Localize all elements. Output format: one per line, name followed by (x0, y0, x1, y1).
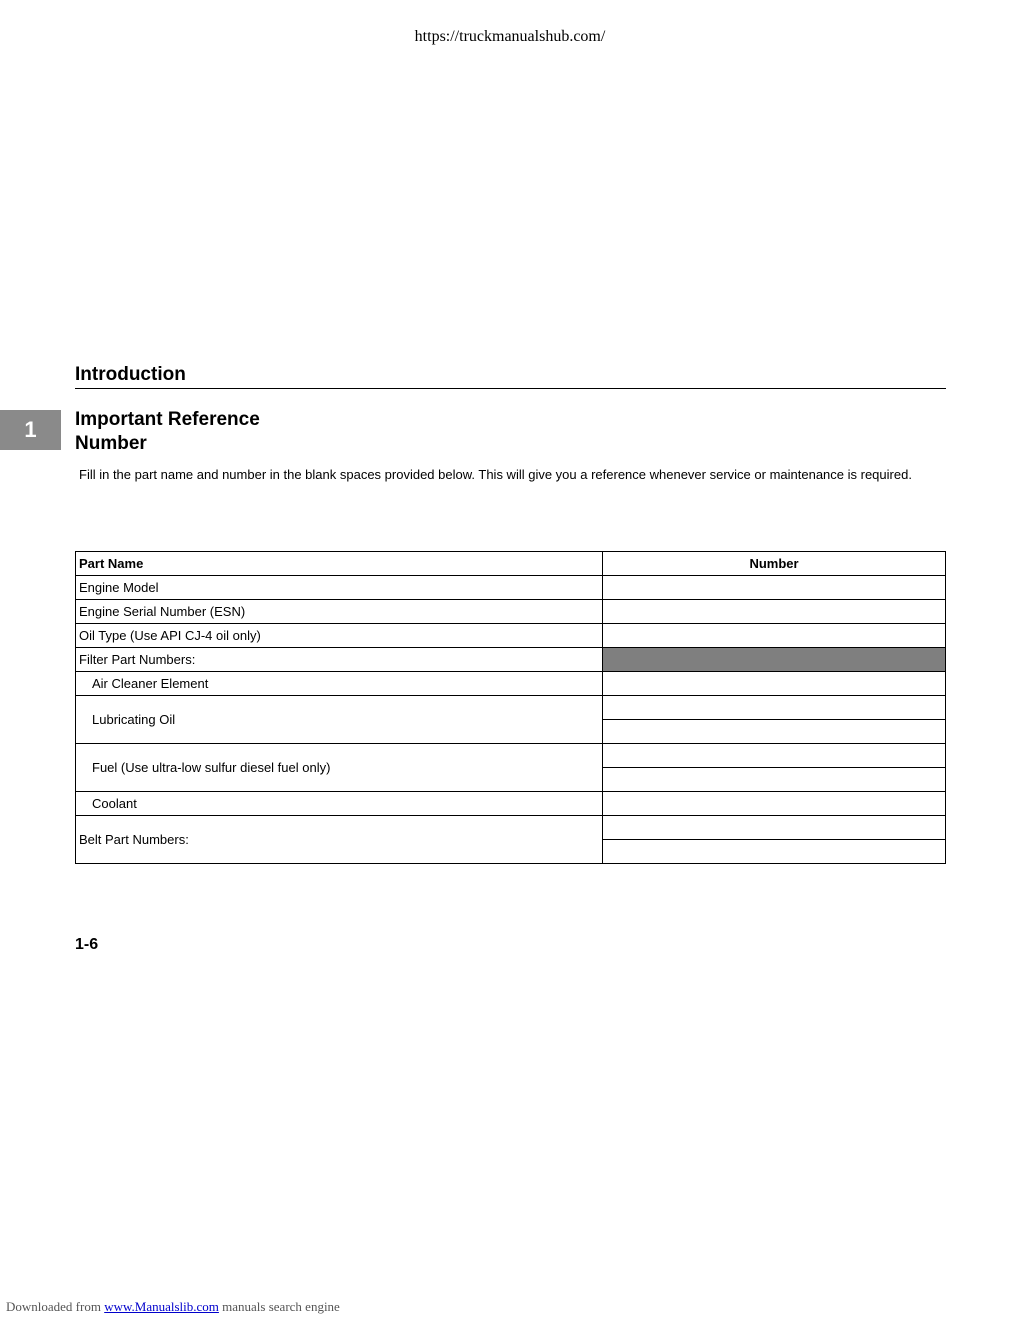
section-title: Introduction (75, 364, 186, 385)
filter-parts-label: Filter Part Numbers: (76, 648, 603, 672)
coolant-label: Coolant (76, 792, 603, 816)
number-header: Number (603, 552, 946, 576)
oil-type-label: Oil Type (Use API CJ-4 oil only) (76, 624, 603, 648)
manualslib-link[interactable]: www.Manualslib.com (104, 1299, 219, 1314)
fuel-number-field-2[interactable] (603, 768, 946, 792)
table-row (76, 576, 946, 600)
page-heading (75, 408, 260, 456)
table-header-row (76, 552, 946, 576)
belt-number-field-1[interactable] (603, 816, 946, 840)
heading-line-1: Important Reference (75, 409, 260, 430)
section-divider (75, 388, 946, 389)
lube-oil-number-field-1[interactable] (603, 696, 946, 720)
fuel-number-field-1[interactable] (603, 744, 946, 768)
footer-suffix: manuals search engine (222, 1299, 340, 1314)
coolant-number-field[interactable] (603, 792, 946, 816)
table-row (76, 792, 946, 816)
reference-number-table (75, 551, 946, 864)
engine-model-label: Engine Model (76, 576, 603, 600)
engine-model-number-field[interactable] (603, 576, 946, 600)
belt-parts-label: Belt Part Numbers: (76, 816, 603, 864)
part-name-header: Part Name (76, 552, 603, 576)
esn-label: Engine Serial Number (ESN) (76, 600, 603, 624)
intro-text: Fill in the part name and number in the blank spaces provided below. This will give you a reference whenever service or maintenance is required. (79, 467, 912, 482)
chapter-tab: 1 (0, 410, 61, 450)
source-url: https://truckmanualshub.com/ (414, 28, 606, 45)
fuel-label: Fuel (Use ultra-low sulfur diesel fuel only) (76, 744, 603, 792)
table-row (76, 624, 946, 648)
table-row (76, 816, 946, 840)
table-row (76, 600, 946, 624)
air-cleaner-label: Air Cleaner Element (76, 672, 603, 696)
filter-parts-shaded-cell (603, 648, 946, 672)
footer (6, 1299, 340, 1315)
table-row (76, 648, 946, 672)
oil-type-number-field[interactable] (603, 624, 946, 648)
heading-line-2: Number (75, 433, 147, 454)
table-row (76, 672, 946, 696)
page-number: 1-6 (75, 936, 99, 953)
esn-number-field[interactable] (603, 600, 946, 624)
lube-oil-label: Lubricating Oil (76, 696, 603, 744)
air-cleaner-number-field[interactable] (603, 672, 946, 696)
table-row (76, 696, 946, 720)
footer-prefix: Downloaded from (6, 1299, 101, 1314)
table-row (76, 744, 946, 768)
lube-oil-number-field-2[interactable] (603, 720, 946, 744)
belt-number-field-2[interactable] (603, 840, 946, 864)
